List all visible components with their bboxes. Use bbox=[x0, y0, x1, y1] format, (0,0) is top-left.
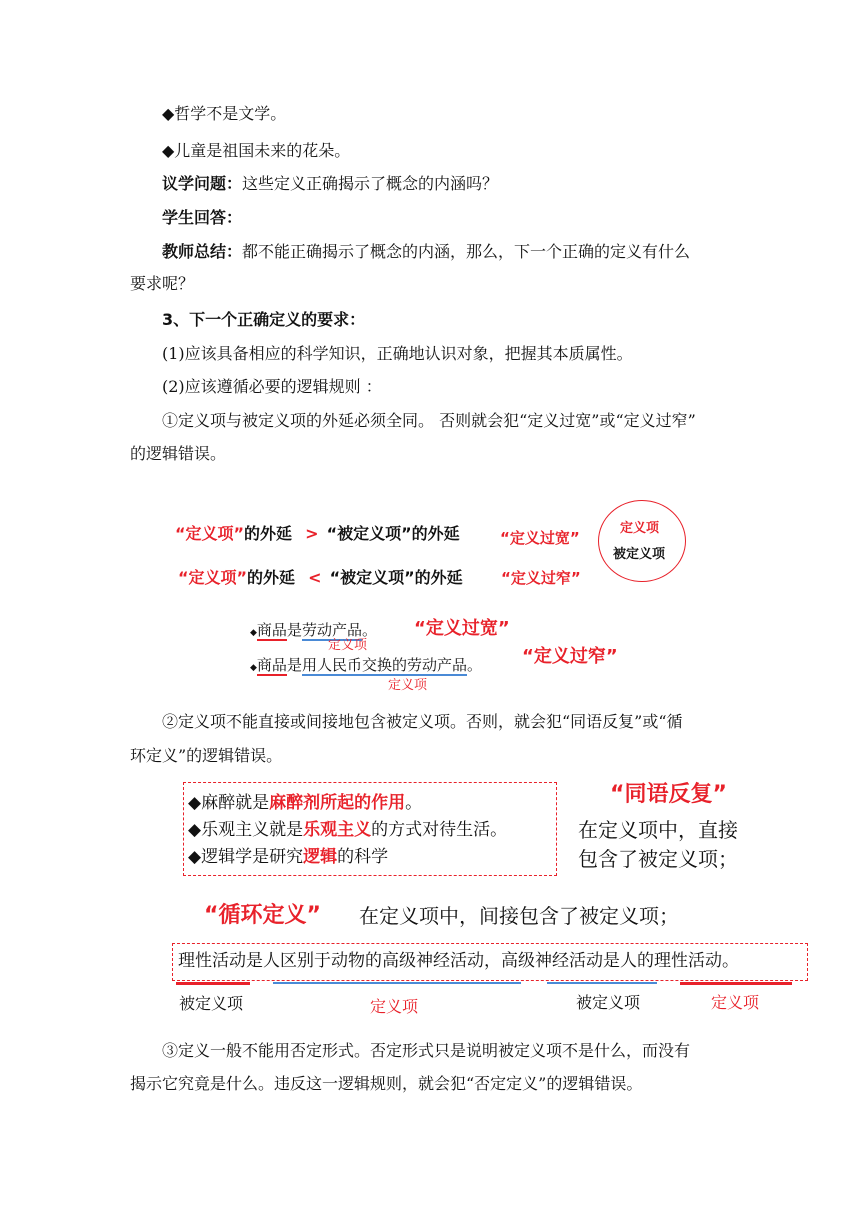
extension-circle bbox=[598, 500, 686, 582]
ex-logic-suffix: 的科学 bbox=[337, 847, 389, 867]
circular-sentence bbox=[178, 950, 739, 972]
ex1-subject: 商品 bbox=[256, 621, 287, 639]
sentence-definiendum-2: 高级神经活动 bbox=[501, 951, 603, 971]
row1-definiens: “定义项” bbox=[175, 524, 245, 543]
row1-extension: 的外延 bbox=[244, 524, 293, 543]
ex1-period: 。 bbox=[361, 621, 377, 639]
paragraph-question bbox=[162, 174, 498, 194]
row1-definiendum: “被定义项”的外延 bbox=[326, 524, 460, 543]
rule-1-line-b: 的逻辑错误。 bbox=[130, 444, 227, 463]
paragraph-example-2: ◆儿童是祖国未来的花朵。 bbox=[162, 141, 351, 160]
sentence-definiens-1: 人区别于动物的高级神经活动 bbox=[263, 951, 484, 971]
row2-definiens: “定义项” bbox=[178, 568, 248, 587]
requirement-2: (2)应该遵循必要的逻辑规则 ： bbox=[162, 377, 382, 396]
teacher-summary-continuation: 要求呢？ bbox=[130, 274, 195, 293]
bullet-icon: ◆ bbox=[250, 628, 257, 638]
label-definiendum-1: 被定义项 bbox=[179, 994, 244, 1013]
ex1-copula: 是 bbox=[286, 621, 302, 639]
row1-operator: > bbox=[305, 524, 319, 543]
ex1-sub-label: 定义项 bbox=[328, 638, 368, 653]
comparison-row-wide bbox=[175, 524, 460, 544]
label-definiens-2: 定义项 bbox=[711, 993, 760, 1012]
rule-3-line-a: ③定义一般不能用否定形式。否定形式只是说明被定义项不是什么，而没有 bbox=[162, 1041, 691, 1060]
paragraph-teacher-summary bbox=[162, 242, 690, 262]
underline-definiens-1 bbox=[273, 982, 521, 984]
circle-label-definiens: 定义项 bbox=[620, 521, 660, 536]
question-text: 这些定义正确揭示了概念的内涵吗？ bbox=[242, 174, 499, 193]
circular-tag: “循环定义” bbox=[204, 903, 321, 928]
tautology-example-2 bbox=[188, 819, 507, 841]
ex-optimism-prefix: ◆乐观主义就是 bbox=[188, 820, 304, 840]
sentence-comma: ， bbox=[484, 951, 501, 971]
ex2-period: 。 bbox=[466, 656, 482, 674]
ex-anesthesia-highlight: 麻醉剂所起的作用 bbox=[269, 793, 406, 813]
ex-optimism-highlight: 乐观主义 bbox=[303, 820, 372, 840]
rule-1-line-a: ①定义项与被定义项的外延必须全同。 否则就会犯“定义过宽”或“定义过窄” bbox=[162, 411, 696, 430]
ex2-copula: 是 bbox=[286, 656, 302, 674]
ex2-subject: 商品 bbox=[256, 656, 287, 674]
ex-anesthesia-prefix: ◆麻醉就是 bbox=[188, 793, 270, 813]
requirement-1: (1)应该具备相应的科学知识，正确地认识对象，把握其本质属性。 bbox=[162, 344, 633, 363]
paragraph-example-1: ◆哲学不是文学。 bbox=[162, 104, 287, 123]
question-label: 议学问题： bbox=[162, 174, 243, 193]
tautology-tag: “同语反复” bbox=[610, 782, 727, 807]
tautology-example-1 bbox=[188, 792, 422, 814]
ex-logic-prefix: ◆逻辑学是研究 bbox=[188, 847, 304, 867]
ex-optimism-suffix: 的方式对待生活。 bbox=[371, 820, 508, 840]
ex1-predicate: 劳动产品 bbox=[301, 621, 362, 639]
ex-logic-highlight: 逻辑 bbox=[303, 847, 338, 867]
bullet-icon: ◆ bbox=[250, 663, 257, 673]
sentence-definiens-2: 人的理性活动 bbox=[620, 951, 722, 971]
tautology-desc-2: 包含了被定义项； bbox=[578, 847, 738, 871]
rule-3-line-b: 揭示它究竟是什么。违反这一逻辑规则，就会犯“否定定义”的逻辑错误。 bbox=[130, 1074, 643, 1093]
section-heading: 3、下一个正确定义的要求： bbox=[162, 310, 366, 329]
circle-label-definiendum: 被定义项 bbox=[613, 547, 666, 562]
ex-anesthesia-suffix: 。 bbox=[405, 793, 423, 813]
row2-extension: 的外延 bbox=[247, 568, 296, 587]
sentence-copula-1: 是 bbox=[246, 951, 263, 971]
ex2-tag: “定义过窄” bbox=[522, 646, 618, 667]
underline-definiens-2 bbox=[680, 982, 792, 985]
ex2-sub-label: 定义项 bbox=[388, 678, 428, 693]
sentence-period: 。 bbox=[722, 951, 739, 971]
comparison-row-narrow bbox=[178, 568, 463, 588]
row1-result: “定义过宽” bbox=[500, 529, 580, 547]
circular-desc: 在定义项中，间接包含了被定义项； bbox=[359, 904, 679, 928]
sentence-copula-2: 是 bbox=[603, 951, 620, 971]
student-answer-label: 学生回答： bbox=[162, 208, 243, 227]
row2-operator: < bbox=[308, 568, 322, 587]
ex1-tag: “定义过宽” bbox=[414, 618, 510, 639]
rule-2-line-b: 环定义”的逻辑错误。 bbox=[130, 746, 283, 765]
underline-definiendum-1 bbox=[176, 982, 250, 985]
underline-definiendum-2 bbox=[547, 982, 657, 984]
label-definiendum-2: 被定义项 bbox=[576, 993, 641, 1012]
rule-2-line-a: ②定义项不能直接或间接地包含被定义项。否则，就会犯“同语反复”或“循 bbox=[162, 712, 683, 731]
label-definiens-1: 定义项 bbox=[370, 997, 419, 1016]
teacher-summary-label: 教师总结： bbox=[162, 242, 243, 261]
example-too-narrow bbox=[250, 655, 482, 678]
row2-result: “定义过窄” bbox=[501, 569, 581, 587]
sentence-definiendum-1: 理性活动 bbox=[178, 951, 246, 971]
row2-definiendum: “被定义项”的外延 bbox=[329, 568, 463, 587]
tautology-desc-1: 在定义项中，直接 bbox=[578, 818, 738, 842]
paragraph-student-answer bbox=[162, 208, 242, 228]
ex2-predicate: 用人民币交换的劳动产品 bbox=[301, 656, 467, 674]
teacher-summary-text: 都不能正确揭示了概念的内涵，那么，下一个正确的定义有什么 bbox=[242, 242, 691, 261]
tautology-example-3 bbox=[188, 846, 388, 868]
